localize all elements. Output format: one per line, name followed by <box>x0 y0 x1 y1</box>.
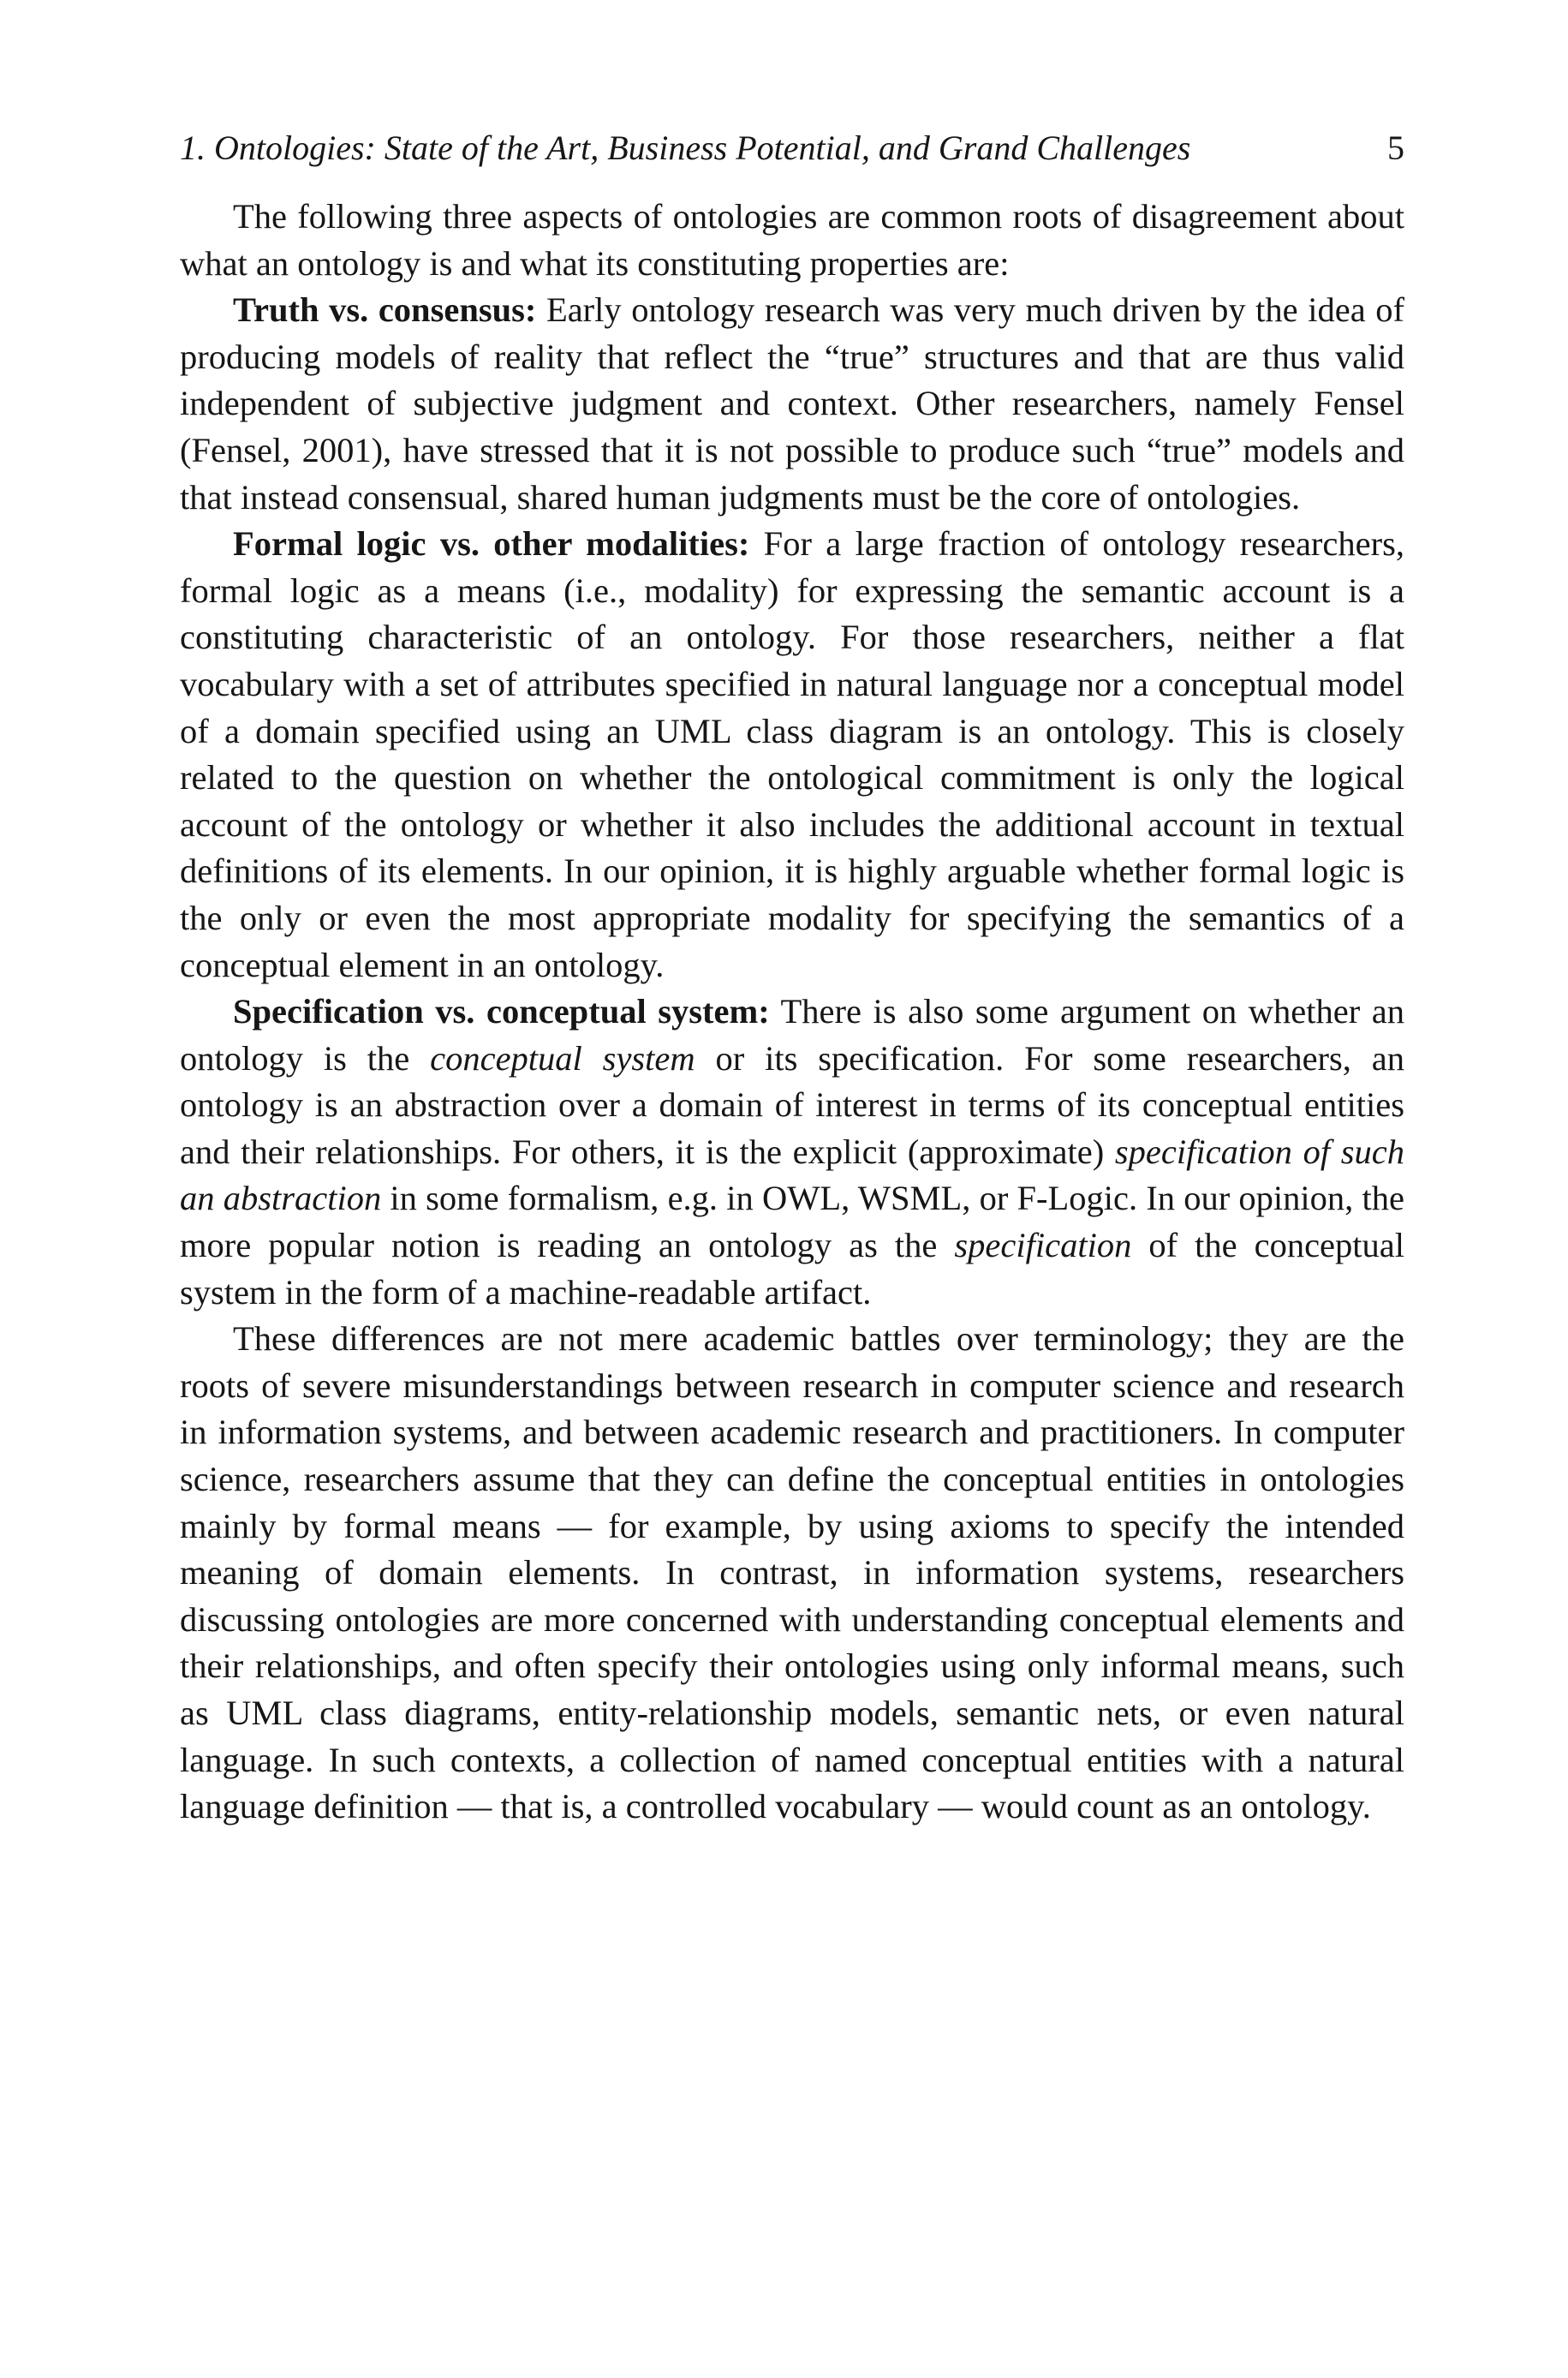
specification-paragraph <box>180 989 1404 1316</box>
emphasis-specification: specification <box>954 1226 1132 1265</box>
specification-text-3: in some formalism, e.g. in OWL, WSML, or F-Logic. In our opinion, the more popular notion is reading an ontology as the <box>180 1179 1404 1265</box>
specification-heading: Specification vs. conceptual system: <box>233 992 770 1031</box>
formal-logic-heading: Formal logic vs. other modalities: <box>233 524 750 564</box>
formal-logic-paragraph <box>180 521 1404 989</box>
specification-text-2: or its specification. For some researchers, an ontology is an abstraction over a domain of interest in terms of its conceptual entities and their relationships. For others, it is the explicit (approximate) <box>180 1038 1405 1171</box>
book-page <box>180 127 1404 1831</box>
emphasis-conceptual-system: conceptual system <box>430 1038 695 1078</box>
chapter-title: 1. Ontologies: State of the Art, Business Potential, and Grand Challenges <box>180 128 1191 167</box>
body-text <box>180 194 1404 1831</box>
closing-paragraph <box>180 1316 1404 1831</box>
intro-paragraph <box>180 194 1404 287</box>
closing-text: These differences are not mere academic battles over terminology; they are the roots of severe misunderstandings between research in computer science and research in information systems, and between academic research and practitioners. In computer science, researchers assume that they can define the conceptual entities in ontologies mainly by formal means — for example, by using axioms to specify the intended meaning of domain elements. In contrast, in information systems, researchers discussing ontologies are more concerned with understanding conceptual elements and their relationships, and often specify their ontologies using only informal means, such as UML class diagrams, entity-relationship models, semantic nets, or even natural language. In such contexts, a collection of named conceptual entities with a natural language definition — that is, a controlled vocabulary — would count as an ontology. <box>180 1319 1404 1826</box>
emphasis-specification-of-abstraction: specification of such an abstraction <box>180 1132 1404 1218</box>
truth-consensus-heading: Truth vs. consensus: <box>233 290 537 330</box>
running-head <box>180 127 1404 170</box>
intro-text: The following three aspects of ontologies are common roots of disagreement about what an ontology is and what its constituting properties are: <box>180 197 1404 283</box>
specification-text-1: There is also some argument on whether an ontology is the <box>180 992 1404 1078</box>
page-number: 5 <box>1387 128 1404 167</box>
formal-logic-text: For a large fraction of ontology researchers, formal logic as a means (i.e., modality) for expressing the semantic account is a constituting characteristic of an ontology. For those researchers, neither a flat vocabulary with a set of attributes specified in natural language nor a conceptual model of a domain specified using an UML class diagram is an ontology. This is closely related to the question on whether the ontological commitment is only the logical account of the ontology or whether it also includes the additional account in textual definitions of its elements. In our opinion, it is highly arguable whether formal logic is the only or even the most appropriate modality for specifying the semantics of a conceptual element in an ontology. <box>180 524 1404 984</box>
truth-consensus-text: Early ontology research was very much driven by the idea of producing models of reality that reflect the “true” structures and that are thus valid independent of subjective judgment and context. Other researchers, namely Fensel (Fensel, 2001), have stressed that it is not possible to produce such “true” models and that instead consensual, shared human judgments must be the core of ontologies. <box>180 290 1404 517</box>
specification-text-4: of the conceptual system in the form of a machine-readable artifact. <box>180 1226 1405 1311</box>
truth-consensus-paragraph <box>180 287 1404 521</box>
